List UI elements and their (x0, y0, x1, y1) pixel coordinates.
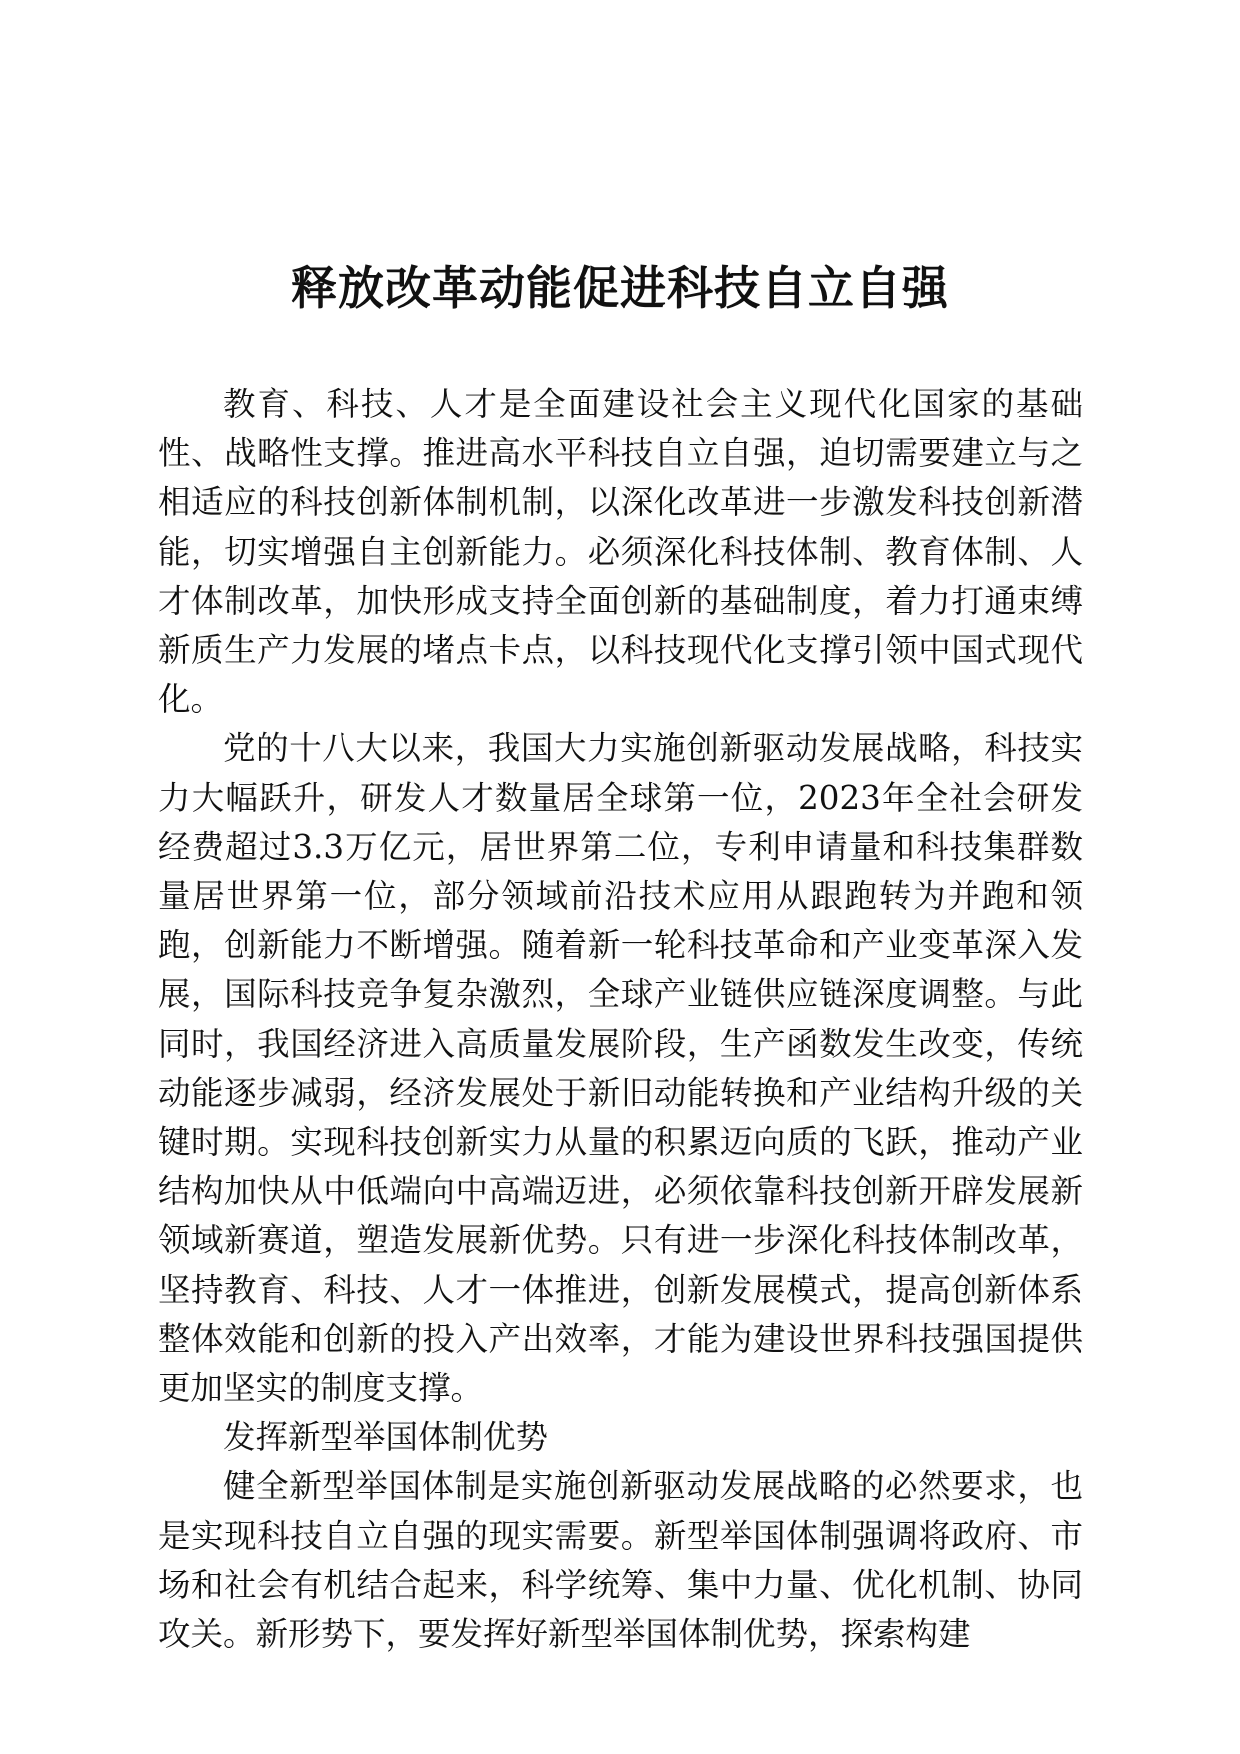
article-body (158, 380, 1083, 1659)
paragraph-section-1: 健全新型举国体制是实施创新驱动发展战略的必然要求，也是实现科技自立自强的现实需要。新型举国体制强调将政府、市场和社会有机结合起来，科学统筹、集中力量、优化机制、协同攻关。新形势下，要发挥好新型举国体制优势，探索构建 (158, 1467, 1083, 1654)
paragraph-background: 党的十八大以来，我国大力实施创新驱动发展战略，科技实力大幅跃升，研发人才数量居全球第一位，2023年全社会研发经费超过3.3万亿元，居世界第二位，专利申请量和科技集群数量居世界第一位，部分领域前沿技术应用从跟跑转为并跑和领跑，创新能力不断增强。随着新一轮科技革命和产业变革深入发展，国际科技竞争复杂激烈，全球产业链供应链深度调整。与此同时，我国经济进入高质量发展阶段，生产函数发生改变，传统动能逐步减弱，经济发展处于新旧动能转换和产业结构升级的关键时期。实现科技创新实力从量的积累迈向质的飞跃，推动产业结构加快从中低端向中高端迈进，必须依靠科技创新开辟发展新领域新赛道，塑造发展新优势。只有进一步深化科技体制改革，坚持教育、科技、人才一体推进，创新发展模式，提高创新体系整体效能和创新的投入产出效率，才能为建设世界科技强国提供更加坚实的制度支撑。 (158, 729, 1083, 1408)
section-heading: 发挥新型举国体制优势 (223, 1418, 549, 1457)
paragraph-intro: 教育、科技、人才是全面建设社会主义现代化国家的基础性、战略性支撑。推进高水平科技自立自强，迫切需要建立与之相适应的科技创新体制机制，以深化改革进一步激发科技创新潜能，切实增强自主创新能力。必须深化科技体制、教育体制、人才体制改革，加快形成支持全面创新的基础制度，着力打通束缚新质生产力发展的堵点卡点，以科技现代化支撑引领中国式现代化。 (158, 385, 1083, 719)
article-title: 释放改革动能促进科技自立自强 (291, 261, 949, 315)
